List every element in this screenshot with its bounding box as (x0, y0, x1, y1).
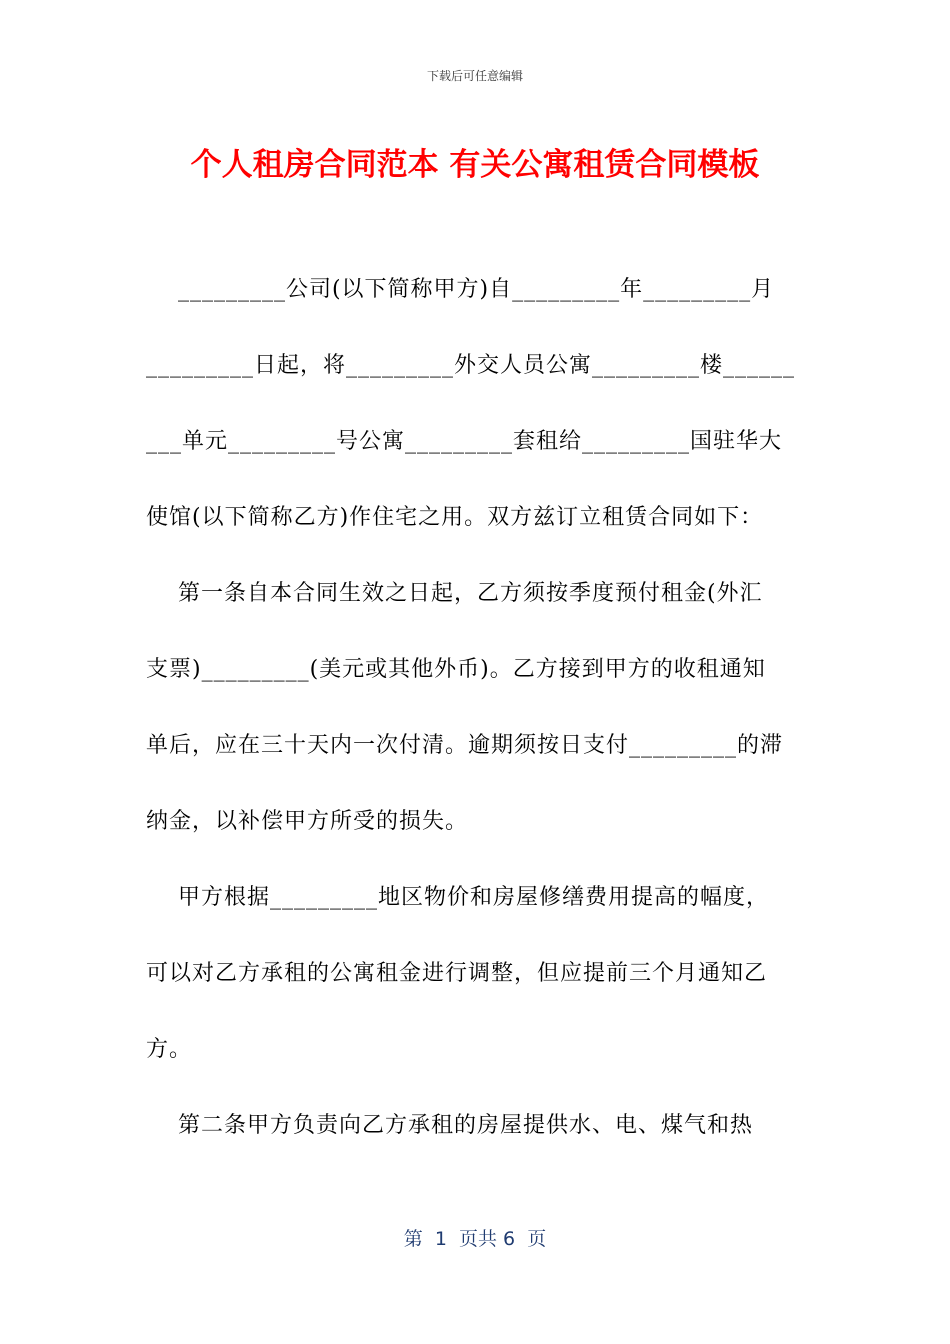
body-line: 支票)_________(美元或其他外币)。乙方接到甲方的收租通知 (146, 657, 766, 682)
body-line: _________公司(以下简称甲方)自_________年_________月 (146, 277, 775, 302)
page-number: 第 1 页共 6 页 (403, 1228, 547, 1250)
body-line: 使馆(以下简称乙方)作住宅之用。双方兹订立租赁合同如下： (146, 505, 764, 530)
body-line: 单后，应在三十天内一次付清。逾期须按日支付_________的滞 (146, 733, 784, 758)
body-line: 可以对乙方承租的公寓租金进行调整，但应提前三个月通知乙 (146, 961, 768, 986)
body-line: 甲方根据_________地区物价和房屋修缮费用提高的幅度， (146, 885, 769, 910)
body-line: ___单元_________号公寓_________套租给_________国驻华大 (146, 429, 783, 454)
header-note: 下载后可任意编辑 (426, 69, 523, 83)
body-line: _________日起，将_________外交人员公寓_________楼______ (146, 353, 796, 378)
body-line: 纳金，以补偿甲方所受的损失。 (146, 809, 469, 834)
body-line: 第一条自本合同生效之日起，乙方须按季度预付租金(外汇 (146, 581, 763, 606)
body-line: 第二条甲方负责向乙方承租的房屋提供水、电、煤气和热 (146, 1113, 753, 1138)
document-title: 个人租房合同范本 有关公寓租赁合同模板 (190, 147, 760, 183)
body-line: 方。 (146, 1037, 193, 1062)
